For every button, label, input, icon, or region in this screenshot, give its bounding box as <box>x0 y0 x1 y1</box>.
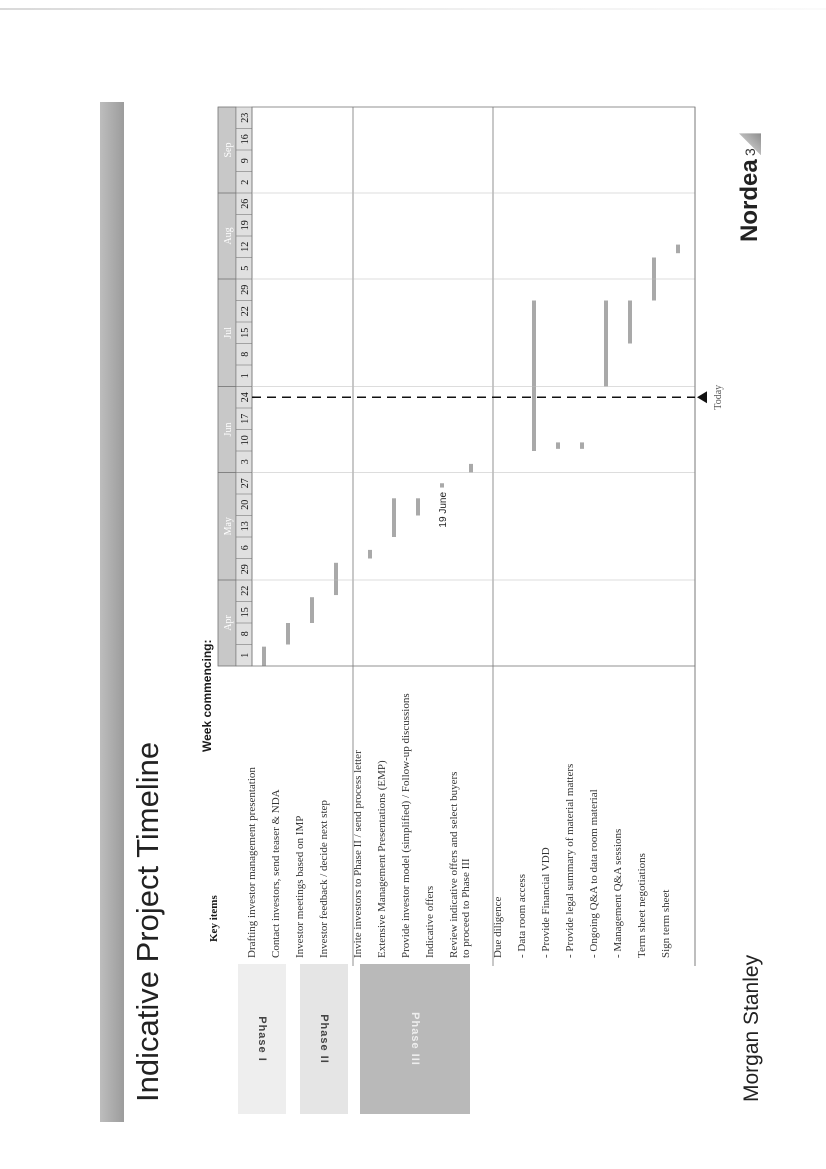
week-label: 8 <box>240 351 251 357</box>
task-bar <box>392 498 396 537</box>
week-label: 16 <box>240 134 251 145</box>
week-commencing-label: Week commencing: <box>200 639 214 752</box>
task-label: - Provide legal summary of material matters <box>564 763 576 958</box>
week-label: 26 <box>240 198 251 209</box>
week-label: 27 <box>240 478 251 489</box>
task-bar <box>628 301 632 344</box>
month-label: Jun <box>223 422 234 437</box>
nordea-logo-text: Nordea <box>736 159 763 242</box>
morgan-stanley-logo: Morgan Stanley <box>740 954 763 1102</box>
page-number: 3 <box>742 148 758 156</box>
week-label: 5 <box>240 265 251 271</box>
slide <box>100 102 763 1122</box>
task-bar <box>676 245 680 254</box>
week-label: 22 <box>240 585 251 596</box>
task-bar <box>334 563 338 595</box>
task-bar <box>416 498 420 515</box>
task-bar <box>469 464 473 473</box>
header-bar <box>100 102 124 1122</box>
week-label: 29 <box>240 284 251 295</box>
task-label: Investor meetings based on IMP <box>294 815 306 958</box>
week-label: 22 <box>240 306 251 317</box>
top-rule <box>0 8 826 10</box>
month-label: Aug <box>223 227 234 245</box>
week-label: 15 <box>240 327 251 338</box>
task-bar <box>368 550 372 559</box>
key-items-header: Key items <box>208 895 220 942</box>
week-label: 3 <box>240 459 251 465</box>
task-bar <box>262 647 266 666</box>
month-label: May <box>223 517 234 536</box>
nordea-sail-icon <box>739 133 761 155</box>
task-bar <box>604 301 608 387</box>
task-label: Indicative offers <box>424 885 436 958</box>
today-arrow-icon <box>697 391 707 403</box>
task-label: Investor feedback / decide next step <box>318 800 330 958</box>
week-label: 23 <box>240 112 251 123</box>
phase-3-label: Phase III <box>360 964 470 1114</box>
month-label: Jul <box>223 326 234 339</box>
task-label: - Data room access <box>516 874 528 958</box>
task-bar <box>556 442 560 448</box>
task-bar <box>532 301 536 452</box>
week-label: 1 <box>240 652 251 658</box>
task-label: Invite investors to Phase II / send process letter <box>352 750 364 958</box>
task-label: Extensive Management Presentations (EMP) <box>376 760 388 958</box>
phase-1-label: Phase I <box>238 964 286 1114</box>
page-title: Indicative Project Timeline <box>130 741 165 1102</box>
week-label: 20 <box>240 499 251 510</box>
week-label: 13 <box>240 521 251 532</box>
task-bar <box>580 442 584 448</box>
task-label: Term sheet negotiations <box>636 853 648 958</box>
task-label: - Ongoing Q&A to data room material <box>588 789 600 958</box>
phase-2-label: Phase II <box>300 964 348 1114</box>
task-bar <box>286 623 290 645</box>
task-label: Due diligence <box>492 896 504 958</box>
task-label: Provide investor model (simplified) / Follow-up discussions <box>400 693 412 958</box>
task-bar <box>310 597 314 623</box>
task-label: Sign term sheet <box>660 889 672 958</box>
task-label: Contact investors, send teaser & NDA <box>270 789 282 958</box>
week-label: 24 <box>240 392 251 403</box>
task-label: - Management Q&A sessions <box>612 828 624 958</box>
task-label: Review indicative offers and select buyers to proceed to Phase III <box>448 771 472 958</box>
week-label: 15 <box>240 607 251 618</box>
task-bar <box>440 483 444 487</box>
today-label: Today <box>713 384 724 410</box>
week-label: 6 <box>240 545 251 551</box>
milestone-label: 19 June <box>438 491 449 528</box>
week-label: 2 <box>240 179 251 185</box>
week-label: 12 <box>240 241 251 252</box>
week-label: 9 <box>240 158 251 164</box>
month-label: Apr <box>223 615 234 631</box>
week-label: 10 <box>240 435 251 446</box>
week-label: 19 <box>240 220 251 231</box>
month-label: Sep <box>223 142 234 158</box>
week-label: 29 <box>240 564 251 575</box>
week-label: 1 <box>240 373 251 379</box>
nordea-logo <box>736 133 764 242</box>
task-label: - Provide Financial VDD <box>540 847 552 958</box>
week-label: 8 <box>240 631 251 637</box>
week-label: 17 <box>240 413 251 424</box>
task-label: Drafting investor management presentation <box>246 767 258 958</box>
